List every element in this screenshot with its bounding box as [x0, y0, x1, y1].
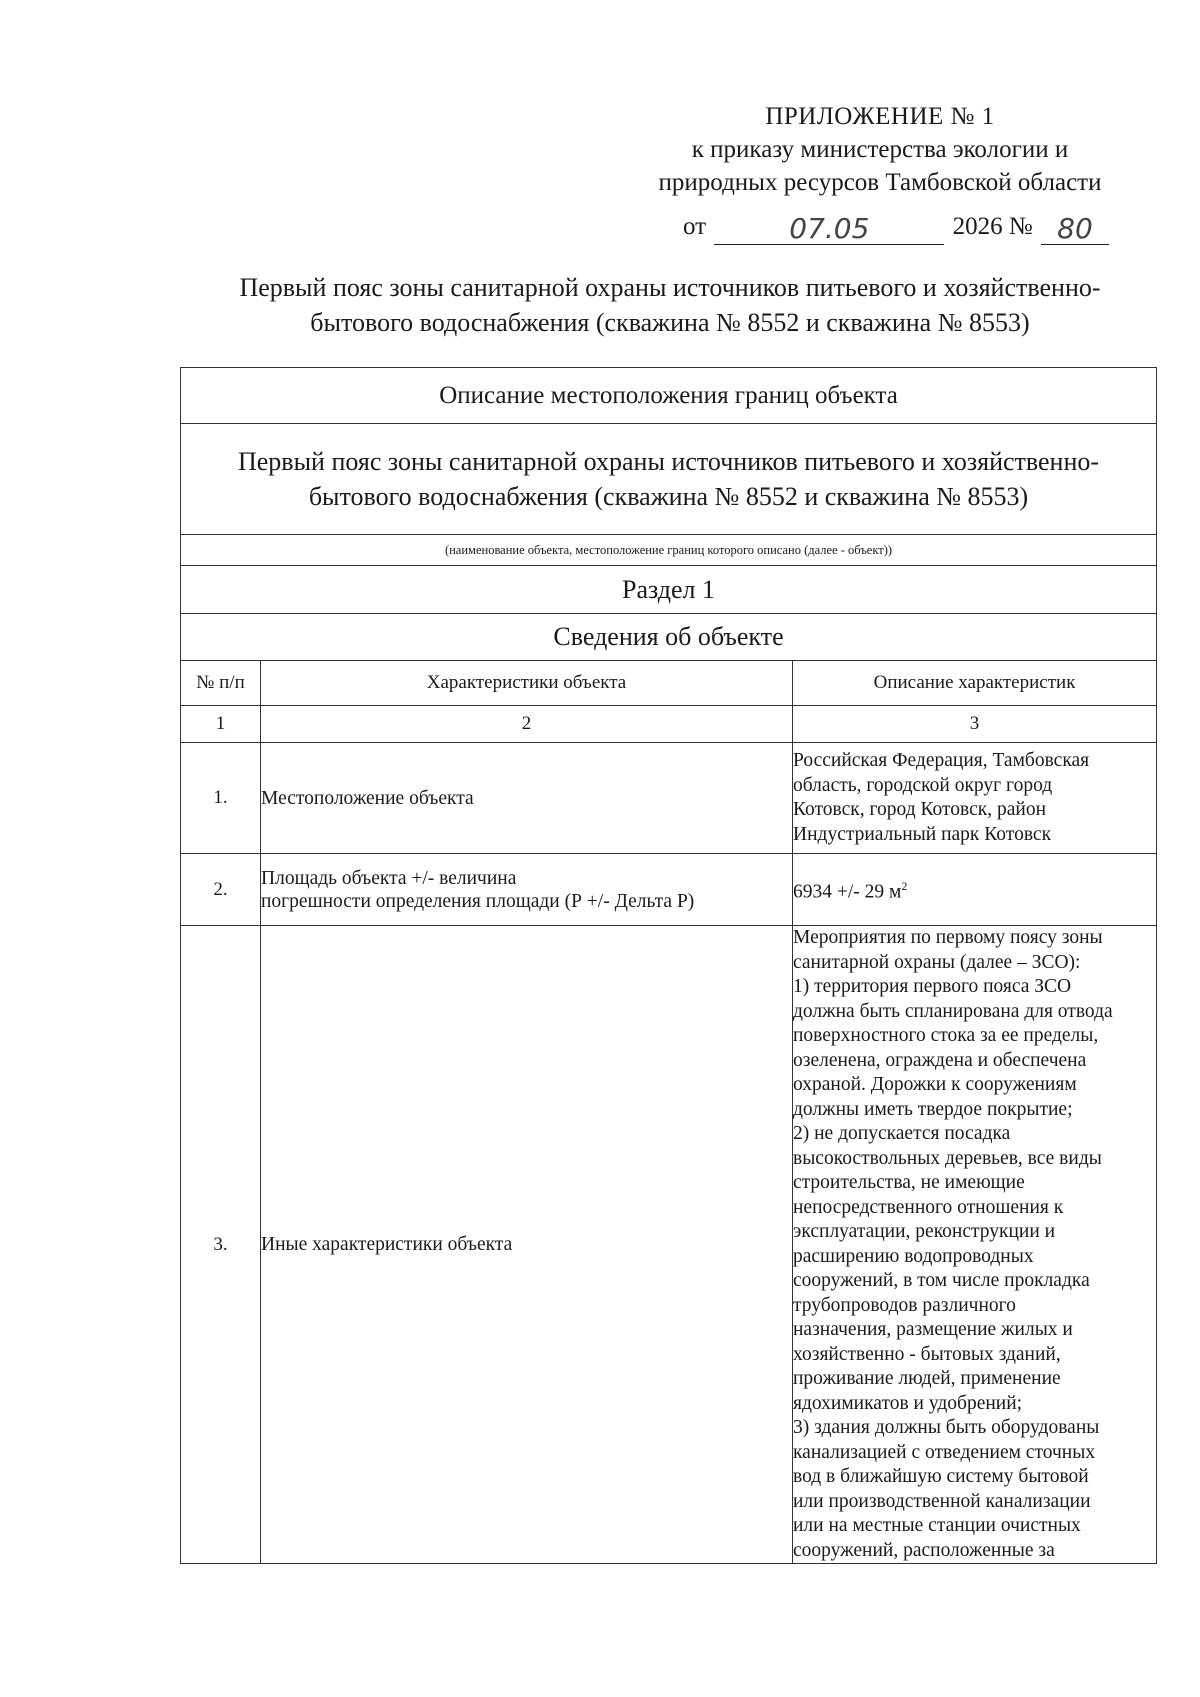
description-line: канализацией с отведением сточных [793, 1441, 1096, 1463]
info-row [181, 614, 1157, 661]
date-prefix: от [683, 213, 707, 240]
table-row [181, 854, 1157, 926]
table-row [181, 743, 1157, 854]
row-description [793, 743, 1157, 854]
description-line: Мероприятия по первому поясу зоны [793, 927, 1103, 948]
boundary-description-table [180, 367, 1157, 1564]
row-characteristic [261, 854, 793, 926]
object-caption: (наименование объекта, местоположение границ которого описано (далее - объект)) [181, 535, 1157, 566]
column-number-row [181, 706, 1157, 743]
section-row [181, 566, 1157, 614]
object-caption-row [181, 535, 1157, 566]
object-name-line-2: бытового водоснабжения (скважина № 8552 и скважина № 8553) [308, 482, 1029, 511]
appendix-line-2: природных ресурсов Тамбовской области [658, 169, 1102, 196]
order-year: 2026 № [952, 213, 1033, 240]
description-line: трубопроводов различного [793, 1294, 1016, 1316]
description-line: расширению водопроводных [793, 1245, 1034, 1267]
characteristic-line-1: Площадь объекта +/- величина [261, 867, 517, 889]
heading-line-2: бытового водоснабжения (скважина № 8552 и скважина № 8553) [310, 308, 1030, 337]
description-line: Котовск, город Котовск, район [793, 799, 1047, 820]
row-number: 1. [181, 743, 261, 854]
row-characteristic: Иные характеристики объекта [261, 926, 793, 1564]
description-line: санитарной охраны (далее – ЗСО): [793, 951, 1081, 973]
col-number-1: 1 [181, 706, 261, 743]
description-line: сооружений, расположенные за [793, 1539, 1055, 1561]
description-line: назначения, размещение жилых и [793, 1319, 1073, 1340]
section-title: Раздел 1 [181, 566, 1157, 614]
description-line: проживание людей, применение [793, 1368, 1061, 1389]
description-line: сооружений, в том числе прокладка [793, 1270, 1090, 1291]
info-title: Сведения об объекте [181, 614, 1157, 661]
description-line: 1) территория первого пояса ЗСО [793, 976, 1072, 997]
description-line: строительства, не имеющие [793, 1172, 1025, 1193]
document-heading [180, 270, 1160, 340]
description-line: или производственной канализации [793, 1490, 1091, 1512]
header-description: Описание характеристик [793, 661, 1157, 706]
row-description [793, 854, 1157, 926]
area-unit-superscript: 2 [901, 879, 908, 893]
row-number: 3. [181, 926, 261, 1564]
handwritten-number: 80 [1041, 214, 1109, 245]
description-line: поверхностного стока за ее пределы, [793, 1025, 1099, 1046]
description-line: эксплуатации, реконструкции и [793, 1221, 1056, 1242]
description-line: должны иметь твердое покрытие; [793, 1098, 1073, 1120]
description-line: область, городской округ город [793, 774, 1053, 796]
description-line: или на местные станции очистных [793, 1515, 1081, 1536]
heading-line-1: Первый пояс зоны санитарной охраны источников питьевого и хозяйственно- [239, 273, 1101, 302]
description-line: непосредственного отношения к [793, 1196, 1064, 1218]
row-description [793, 926, 1157, 1564]
description-line: должна быть спланирована для отвода [793, 1000, 1113, 1022]
description-line: 3) здания должны быть оборудованы [793, 1417, 1100, 1438]
description-line: озеленена, ограждена и обеспечена [793, 1049, 1087, 1071]
description-line: хозяйственно - бытовых зданий, [793, 1343, 1061, 1365]
area-value: 6934 +/- 29 м [793, 881, 902, 903]
col-number-2: 2 [261, 706, 793, 743]
object-name [181, 424, 1157, 535]
table-title-row [181, 368, 1157, 424]
order-date-line [683, 209, 1109, 245]
description-line: 2) не допускается посадка [793, 1123, 1011, 1144]
description-line: Российская Федерация, Тамбовская [793, 750, 1090, 771]
appendix-line-1: к приказу министерства экологии и [691, 136, 1069, 163]
col-number-3: 3 [793, 706, 1157, 743]
header-characteristics: Характеристики объекта [261, 661, 793, 706]
description-line: ядохимикатов и удобрений; [793, 1392, 1023, 1414]
description-line: высокоствольных деревьев, все виды [793, 1147, 1102, 1169]
object-name-row [181, 424, 1157, 535]
description-line: вод в ближайшую систему бытовой [793, 1466, 1089, 1487]
description-line: охраной. Дорожки к сооружениям [793, 1074, 1077, 1095]
header-num: № п/п [181, 661, 261, 706]
handwritten-date: 07.05 [714, 214, 944, 245]
description-title: Описание местоположения границ объекта [181, 368, 1157, 424]
appendix-header [600, 100, 1160, 199]
object-name-line-1: Первый пояс зоны санитарной охраны источников питьевого и хозяйственно- [237, 447, 1100, 476]
characteristic-line-2: погрешности определения площади (Р +/- Дельта Р) [261, 890, 695, 912]
row-characteristic: Местоположение объекта [261, 743, 793, 854]
table-header-row [181, 661, 1157, 706]
appendix-title: ПРИЛОЖЕНИЕ № 1 [765, 103, 995, 130]
row-number: 2. [181, 854, 261, 926]
table-row [181, 926, 1157, 1564]
description-line: Индустриальный парк Котовск [793, 823, 1052, 845]
